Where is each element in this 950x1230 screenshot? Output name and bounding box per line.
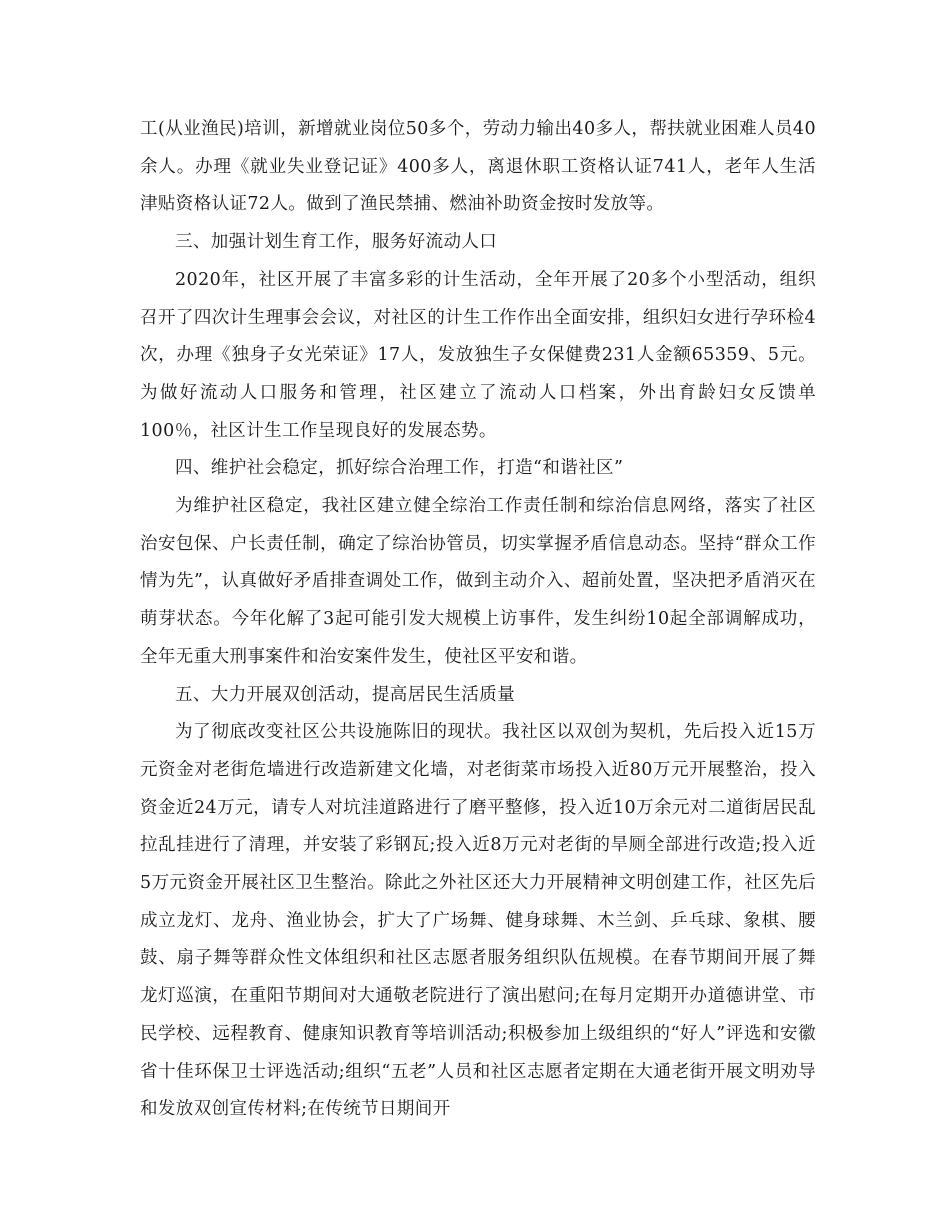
document-body	[140, 111, 816, 1129]
paragraph-employment-continued: 工(从业渔民)培训，新增就业岗位50多个，劳动力输出40多人，帮扶就业困难人员40余人。办理《就业失业登记证》400多人，离退休职工资格认证741人，老年人生活津贴资格认证72人。做到了渔民禁捕、燃油补助资金按时发放等。	[140, 119, 816, 215]
section-heading-social-stability: 四、维护社会稳定，抓好综合治理工作，打造“和谐社区”	[175, 458, 624, 479]
paragraph-dual-creation: 为了彻底改变社区公共设施陈旧的现状。我社区以双创为契机，先后投入近15万元资金对老街危墙进行改造新建文化墙，对老街菜市场投入近80万元开展整治，投入资金近24万元，请专人对坑洼道路进行了磨平整修，投入近10万余元对二道街居民乱拉乱挂进行了清理，并安装了彩钢瓦;投入近8万元对老街的旱厕全部进行改造;投入近5万元资金开展社区卫生整治。除此之外社区还大力开展精神文明创建工作，社区先后成立龙灯、龙舟、渔业协会，扩大了广场舞、健身球舞、木兰剑、乒乓球、象棋、腰鼓、扇子舞等群众性文体组织和社区志愿者服务组织队伍规模。在春节期间开展了舞龙灯巡演，在重阳节期间对大通敬老院进行了演出慰问;在每月定期开办道德讲堂、市民学校、远程教育、健康知识教育等培训活动;积极参加上级组织的“好人”评选和安徽省十佳环保卫士评选活动;组织“五老”人员和社区志愿者定期在大通老街开展文明劝导和发放双创宣传材料;在传统节日期间开	[140, 722, 816, 1120]
section-heading-dual-creation: 五、大力开展双创活动，提高居民生活质量	[175, 684, 516, 705]
paragraph-social-stability: 为维护社区稳定，我社区建立健全综治工作责任制和综治信息网络，落实了社区治安包保、户长责任制，确定了综治协管员，切实掌握矛盾信息动态。坚持“群众工作情为先”，认真做好矛盾排查调处工作，做到主动介入、超前处置，坚决把矛盾消灭在萌芽状态。今年化解了3起可能引发大规模上访事件，发生纠纷10起全部调解成功，全年无重大刑事案件和治安案件发生，使社区平安和谐。	[140, 496, 816, 667]
section-heading-family-planning: 三、加强计划生育工作，服务好流动人口	[175, 232, 498, 253]
paragraph-family-planning: 2020年，社区开展了丰富多彩的计生活动，全年开展了20多个小型活动，组织召开了四次计生理事会会议，对社区的计生工作作出全面安排，组织妇女进行孕环检4次，办理《独身子女光荣证》17人，发放独生子女保健费231人金额65359、5元。为做好流动人口服务和管理，社区建立了流动人口档案，外出育龄妇女反馈单100％，社区计生工作呈现良好的发展态势。	[140, 269, 816, 441]
